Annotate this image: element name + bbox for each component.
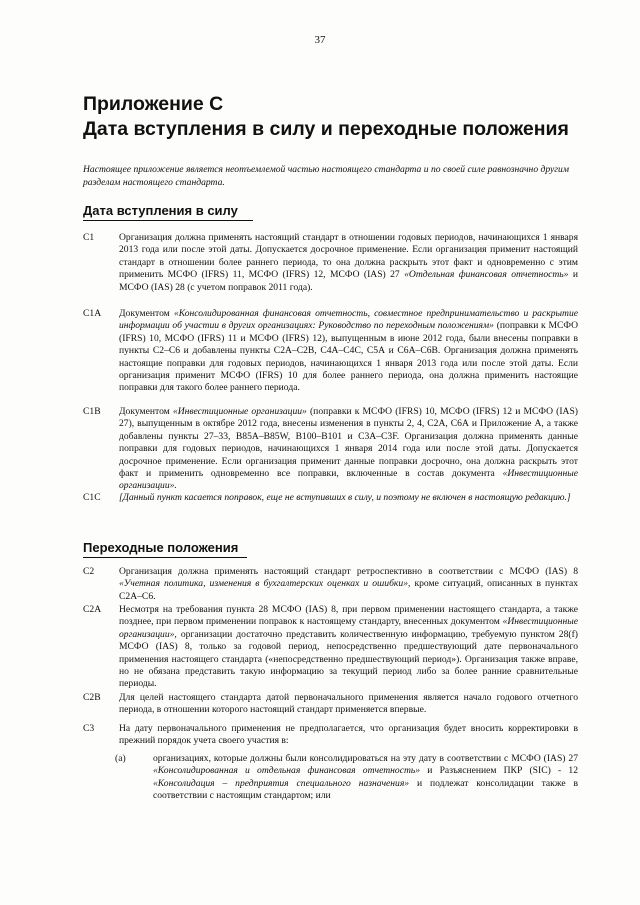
paragraph-c3: C3 На дату первоначального применения не предполагается, что организация будет вносить корректировки в прежний порядок учета своего участия в:	[83, 723, 578, 747]
paragraph-c2: C2 Организация должна применять настоящий стандарт ретроспективно в соответствии с МСФО (IAS) 8 «Учетная политика, изменения в бухгалтерских оценках и ошибки», кроме ситуаций, описанных в пунктах С2А–С6.	[83, 566, 579, 602]
paragraph-number: C1A	[83, 308, 102, 319]
page-number: 37	[314, 34, 326, 46]
appendix-subtitle: Дата вступления в силу и переходные положения	[83, 118, 569, 140]
paragraph-c2a: C2A Несмотря на требования пункта 28 МСФО (IAS) 8, при первом применении настоящего стандарта, а также позднее, при первом применении поправок к настоящему стандарту, внесенных документом «Инвестиционные организации», организации достаточно представить количественную информацию, требуемую пунктом 28(f) МСФО (IAS) 8, только за годовой период, непосредственно предшествующий дате первоначального применения настоящего стандарта («непосредственно предшествующий период»). Организация также вправе, но не обязана представить такую информацию за текущий период либо за более ранние сравнительные периоды.	[83, 604, 578, 690]
section-underline	[83, 220, 253, 221]
section-heading-transition: Переходные положения	[83, 540, 239, 555]
subparagraph-number: (a)	[115, 753, 126, 764]
paragraph-number: C1B	[83, 406, 101, 417]
appendix-title: Приложение С	[83, 93, 224, 115]
paragraph-number: C3	[83, 723, 95, 734]
paragraph-c1b: C1B Документом «Инвестиционные организации» (поправки к МСФО (IFRS) 10, МСФО (IFRS) 12 и МСФО (IAS) 27), выпущенным в октябре 2012 года, внесены изменения в пункты 2, 4, С2А, С6А и Приложение А, а также добавлены пункты 27–33, B85A–B85W, B100–B101 и С3А–С3F. Организация должна применять данные поправки для годовых периодов, начинающихся 1 января 2014 года или после этой даты. Допускается досрочное применение. Если организация применит данные поправки досрочно, она должна раскрыть этот факт и применить одновременно все поправки, включенные в состав документа «Инвестиционные организации».	[83, 406, 578, 492]
paragraph-number: C2	[83, 566, 95, 577]
subparagraph-c3a: (a) организациях, которые должны были консолидироваться на эту дату в соответствии с МСФО (IAS) 27 «Консолидированная и отдельная финансовая отчетность» и Разъяснением ПКР (SIC) - 12 «Консолидация – предприятия специального назначения» и подлежат консолидации также в соответствии с настоящим стандартом; или	[115, 753, 579, 802]
paragraph-number: C1	[83, 232, 95, 243]
paragraph-c1: C1 Организация должна применять настоящий стандарт в отношении годовых периодов, начинающихся 1 января 2013 года или после этой даты. Допускается досрочное применение. Если организация применит настоящий стандарт в отношении более раннего периода, то она должна раскрыть этот факт и одновременно с этим применить МСФО (IFRS) 11, МСФО (IFRS) 12, МСФО (IAS) 27 «Отдельная финансовая отчетность» и МСФО (IAS) 28 (с учетом поправок 2011 года).	[83, 232, 578, 293]
section-heading-effective: Дата вступления в силу	[83, 203, 238, 218]
paragraph-c1c: C1C [Данный пункт касается поправок, еще не вступивших в силу, и поэтому не включен в настоящую редакцию.]	[83, 492, 571, 503]
appendix-intro: Настоящее приложение является неотъемлемой частью настоящего стандарта и по своей силе равнозначно другим разделам настоящего стандарта.	[83, 164, 569, 188]
paragraph-c2b: C2B Для целей настоящего стандарта датой первоначального применения является начало годового отчетного периода, в отношении которого настоящий стандарт применяется впервые.	[83, 692, 578, 716]
section-underline	[83, 557, 247, 558]
paragraph-number: C2B	[83, 692, 101, 703]
paragraph-c1a: C1A Документом «Консолидированная финансовая отчетность, совместное предпринимательство и раскрытие информации об участии в других организациях: Руководство по переходным положениям» (поправки к МСФО (IFRS) 10, МСФО (IFRS) 11 и МСФО (IFRS) 12), выпущенным в июне 2012 года, были внесены поправки в пункты С2–С6 и добавлены пункты С2А–С2В, С4А–С4С, С5А и С6А–С6В. Организация должна применять настоящие поправки для годовых периодов, начинающихся 1 января 2013 года или после этой даты. Если организация применит МСФО (IFRS) 10 для более раннего периода, она должна применить настоящие поправки для такого более раннего периода.	[83, 308, 579, 394]
paragraph-number: C2A	[83, 604, 102, 615]
paragraph-number: C1C	[83, 492, 101, 503]
